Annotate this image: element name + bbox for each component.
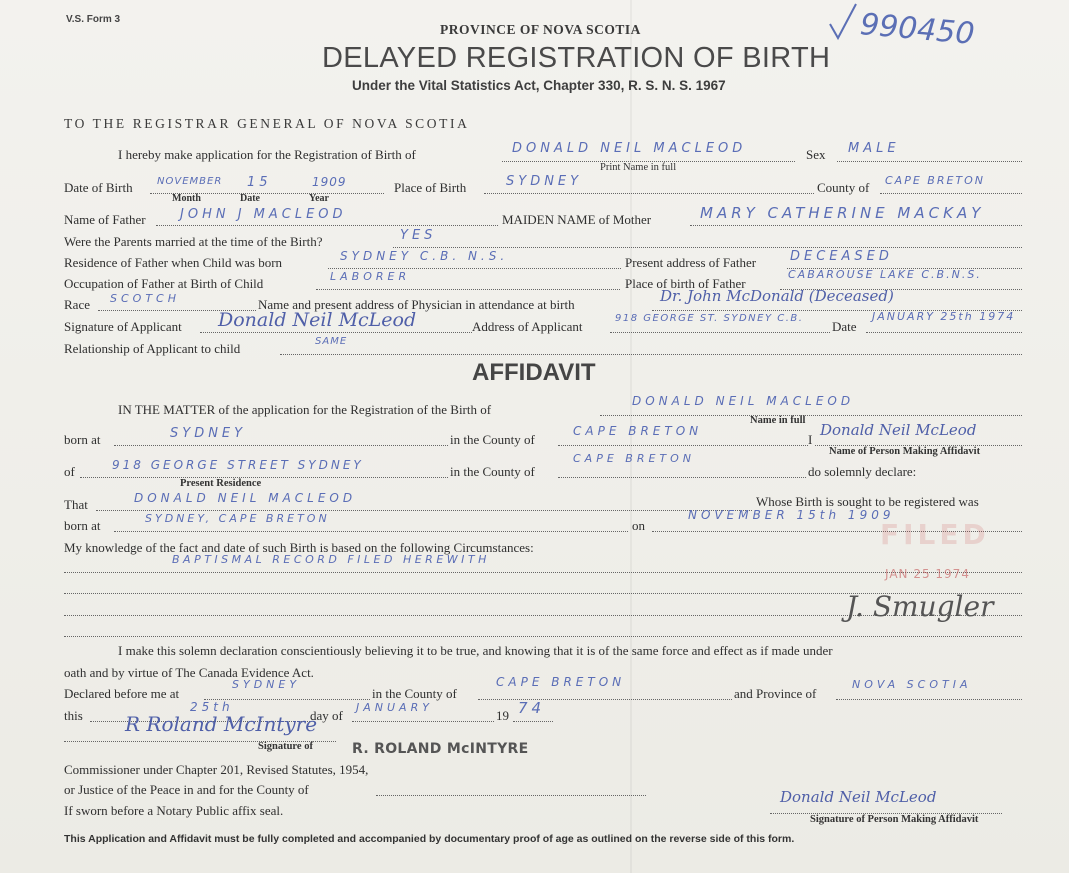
- application-date-field[interactable]: JANUARY 25th 1974: [872, 310, 1016, 323]
- application-date-line: [866, 332, 1022, 333]
- affidavit-heading: AFFIDAVIT: [472, 359, 596, 386]
- province-heading: PROVINCE OF NOVA SCOTIA: [440, 22, 641, 37]
- knowledge-label: My knowledge of the fact and date of such Birth is based on the following Circumstances:: [64, 540, 534, 555]
- applicant-signature-line: [200, 332, 472, 333]
- residence-label: Residence of Father when Child was born: [64, 255, 283, 270]
- born-at-label: born at: [64, 432, 101, 447]
- affidavit-county2-line: [558, 477, 806, 478]
- affiant-signature-label: Signature of Person Making Affidavit: [810, 814, 979, 825]
- mother-name-label: MAIDEN NAME of Mother: [502, 212, 652, 227]
- residence-line: [328, 268, 621, 269]
- footer-note: This Application and Affidavit must be fully completed and accompanied by documentary proof of age as outlined on the reverse side of this form.: [64, 833, 795, 845]
- commissioner-name-stamp: R. ROLAND McINTYRE: [352, 741, 529, 757]
- father-name-field[interactable]: JOHN J MACLEOD: [180, 207, 347, 222]
- justice-county-line: [376, 795, 646, 796]
- form-subtitle: Under the Vital Statistics Act, Chapter 330, R. S. N. S. 1967: [352, 78, 726, 93]
- affidavit-county-line: [558, 445, 808, 446]
- affiant-name-field[interactable]: Donald Neil McLeod: [820, 421, 977, 439]
- father-name-label: Name of Father: [64, 212, 146, 227]
- province-label: and Province of: [734, 686, 817, 701]
- born-at2-field[interactable]: SYDNEY, CAPE BRETON: [145, 512, 330, 525]
- that-name-field[interactable]: DONALD NEIL MACLEOD: [134, 491, 357, 505]
- relationship-line: [280, 354, 1022, 355]
- residence-field[interactable]: SYDNEY C.B. N.S.: [340, 249, 509, 263]
- mother-name-field[interactable]: MARY CATHERINE MACKAY: [700, 204, 985, 222]
- i-label: I: [808, 432, 813, 447]
- date-hint: Date: [240, 193, 260, 204]
- declared-at-field[interactable]: SYDNEY: [232, 678, 301, 691]
- sex-line: [837, 161, 1022, 162]
- physician-field[interactable]: Dr. John McDonald (Deceased): [660, 287, 894, 305]
- married-label: Were the Parents married at the time of the Birth?: [64, 234, 323, 249]
- month-field[interactable]: JANUARY: [356, 701, 433, 714]
- place-of-birth-label: Place of Birth: [394, 180, 467, 195]
- married-field[interactable]: YES: [400, 228, 437, 243]
- commissioner-line: Commissioner under Chapter 201, Revised Statutes, 1954,: [64, 762, 369, 777]
- relationship-label: Relationship of Applicant to child: [64, 341, 241, 356]
- on-label: on: [632, 518, 645, 533]
- circumstances-line-4: [64, 636, 1022, 637]
- registrar-signature: J. Smugler: [846, 590, 994, 623]
- affidavit-county3-line: [478, 699, 732, 700]
- sex-field[interactable]: MALE: [848, 141, 900, 156]
- applicant-signature[interactable]: Donald Neil McLeod: [218, 309, 417, 331]
- declaration-line-1: I make this solemn declaration conscientiously believing it to be true, and knowing that it is of the same force and effect as if made under: [118, 643, 833, 658]
- affidavit-county-label: in the County of: [450, 432, 535, 447]
- year-prefix: 19: [496, 708, 509, 723]
- affidavit-county2-field[interactable]: CAPE BRETON: [573, 452, 696, 465]
- dob-date-field[interactable]: 15: [247, 175, 272, 190]
- occupation-line: [316, 289, 620, 290]
- relationship-field[interactable]: SAME: [315, 336, 348, 347]
- affidavit-county3-label: in the County of: [372, 686, 457, 701]
- month-line: [352, 721, 494, 722]
- applicant-signature-label: Signature of Applicant: [64, 319, 182, 334]
- race-label: Race: [64, 297, 90, 312]
- filed-stamp: FILED: [880, 518, 990, 551]
- filed-date-stamp: JAN 25 1974: [885, 567, 970, 581]
- present-address-field[interactable]: DECEASED: [790, 249, 893, 264]
- county-label: County of: [817, 180, 870, 195]
- this-label: this: [64, 708, 83, 723]
- born-at2-line: [114, 531, 628, 532]
- justice-line: or Justice of the Peace in and for the County of: [64, 782, 309, 797]
- year-hint: Year: [309, 193, 329, 204]
- year-line: [513, 721, 553, 722]
- whose-birth-label: Whose Birth is sought to be registered was: [756, 494, 979, 509]
- addressee-line: TO THE REGISTRAR GENERAL OF NOVA SCOTIA: [64, 116, 470, 131]
- affidavit-county-field[interactable]: CAPE BRETON: [573, 424, 703, 438]
- applicant-address-label: Address of Applicant: [472, 319, 583, 334]
- signature-of-label: Signature of: [258, 741, 313, 752]
- declare-label: do solemnly declare:: [808, 464, 917, 479]
- affidavit-child-name-line: [600, 415, 1022, 416]
- dob-year-field[interactable]: 1909: [312, 175, 347, 189]
- race-field[interactable]: SCOTCH: [110, 292, 180, 305]
- place-of-birth-field[interactable]: SYDNEY: [506, 174, 583, 189]
- residence-hint: Present Residence: [180, 478, 262, 489]
- born-at-line: [114, 445, 448, 446]
- registration-number: 990450: [858, 7, 976, 52]
- intro-label: I hereby make application for the Registration of Birth of: [118, 147, 416, 162]
- dob-month-field[interactable]: NOVEMBER: [157, 176, 223, 187]
- born-on-field[interactable]: NOVEMBER 15th 1909: [688, 508, 895, 522]
- affidavit-matter-label: IN THE MATTER of the application for the Registration of the Birth of: [118, 402, 492, 417]
- that-label: That: [64, 497, 88, 512]
- physician-label: Name and present address of Physician in attendance at birth: [258, 297, 575, 312]
- born-at-field[interactable]: SYDNEY: [170, 426, 247, 441]
- present-address-label: Present address of Father: [625, 255, 757, 270]
- occupation-field[interactable]: LABORER: [330, 270, 411, 283]
- application-date-label: Date: [832, 319, 857, 334]
- declared-before-label: Declared before me at: [64, 686, 180, 701]
- affiant-signature[interactable]: Donald Neil McLeod: [780, 788, 937, 806]
- mother-name-line: [690, 225, 1022, 226]
- province-line: [836, 699, 1022, 700]
- name-in-full-hint: Name in full: [750, 415, 806, 426]
- commissioner-signature[interactable]: R Roland McIntyre: [125, 712, 318, 736]
- father-birthplace-label: Place of birth of Father: [625, 276, 746, 291]
- child-name-field[interactable]: DONALD NEIL MACLEOD: [512, 141, 747, 156]
- occupation-label: Occupation of Father at Birth of Child: [64, 276, 264, 291]
- married-line: [393, 247, 1022, 248]
- affiant-name-hint: Name of Person Making Affidavit: [829, 446, 981, 457]
- sex-label: Sex: [806, 147, 826, 162]
- checkmark-icon: [828, 2, 858, 42]
- father-name-line: [156, 225, 498, 226]
- of-label: of: [64, 464, 75, 479]
- county-field[interactable]: CAPE BRETON: [885, 174, 986, 187]
- circumstances-field[interactable]: BAPTISMAL RECORD FILED HEREWITH: [172, 553, 490, 566]
- declaration-line-2: oath and by virtue of The Canada Evidence Act.: [64, 665, 314, 680]
- day-field[interactable]: 25th: [190, 700, 234, 714]
- form-title: DELAYED REGISTRATION OF BIRTH: [322, 42, 831, 74]
- form-code: V.S. Form 3: [66, 14, 121, 25]
- county-line: [880, 193, 1022, 194]
- that-name-line: [96, 510, 752, 511]
- province-field[interactable]: NOVA SCOTIA: [852, 678, 972, 691]
- applicant-address-line: [610, 332, 830, 333]
- applicant-address-field[interactable]: 918 GEORGE ST. SYDNEY C.B.: [615, 313, 804, 324]
- print-name-hint: Print Name in full: [600, 162, 677, 173]
- year-field[interactable]: 74: [518, 699, 546, 717]
- month-hint: Month: [172, 193, 201, 204]
- notary-line: If sworn before a Notary Public affix seal.: [64, 803, 284, 818]
- affidavit-county2-label: in the County of: [450, 464, 535, 479]
- affidavit-child-name-field[interactable]: DONALD NEIL MACLEOD: [632, 394, 855, 408]
- father-birthplace-field[interactable]: CABAROUSE LAKE C.B.N.S.: [788, 268, 982, 281]
- day-of-label: day of: [310, 708, 343, 723]
- dob-label: Date of Birth: [64, 180, 133, 195]
- affidavit-county3-field[interactable]: CAPE BRETON: [496, 675, 626, 689]
- born-at2-label: born at: [64, 518, 101, 533]
- place-of-birth-line: [484, 193, 814, 194]
- circumstances-line-1: [64, 572, 1022, 573]
- affiant-residence-line: [80, 477, 448, 478]
- affiant-residence-field[interactable]: 918 GEORGE STREET SYDNEY: [112, 458, 364, 472]
